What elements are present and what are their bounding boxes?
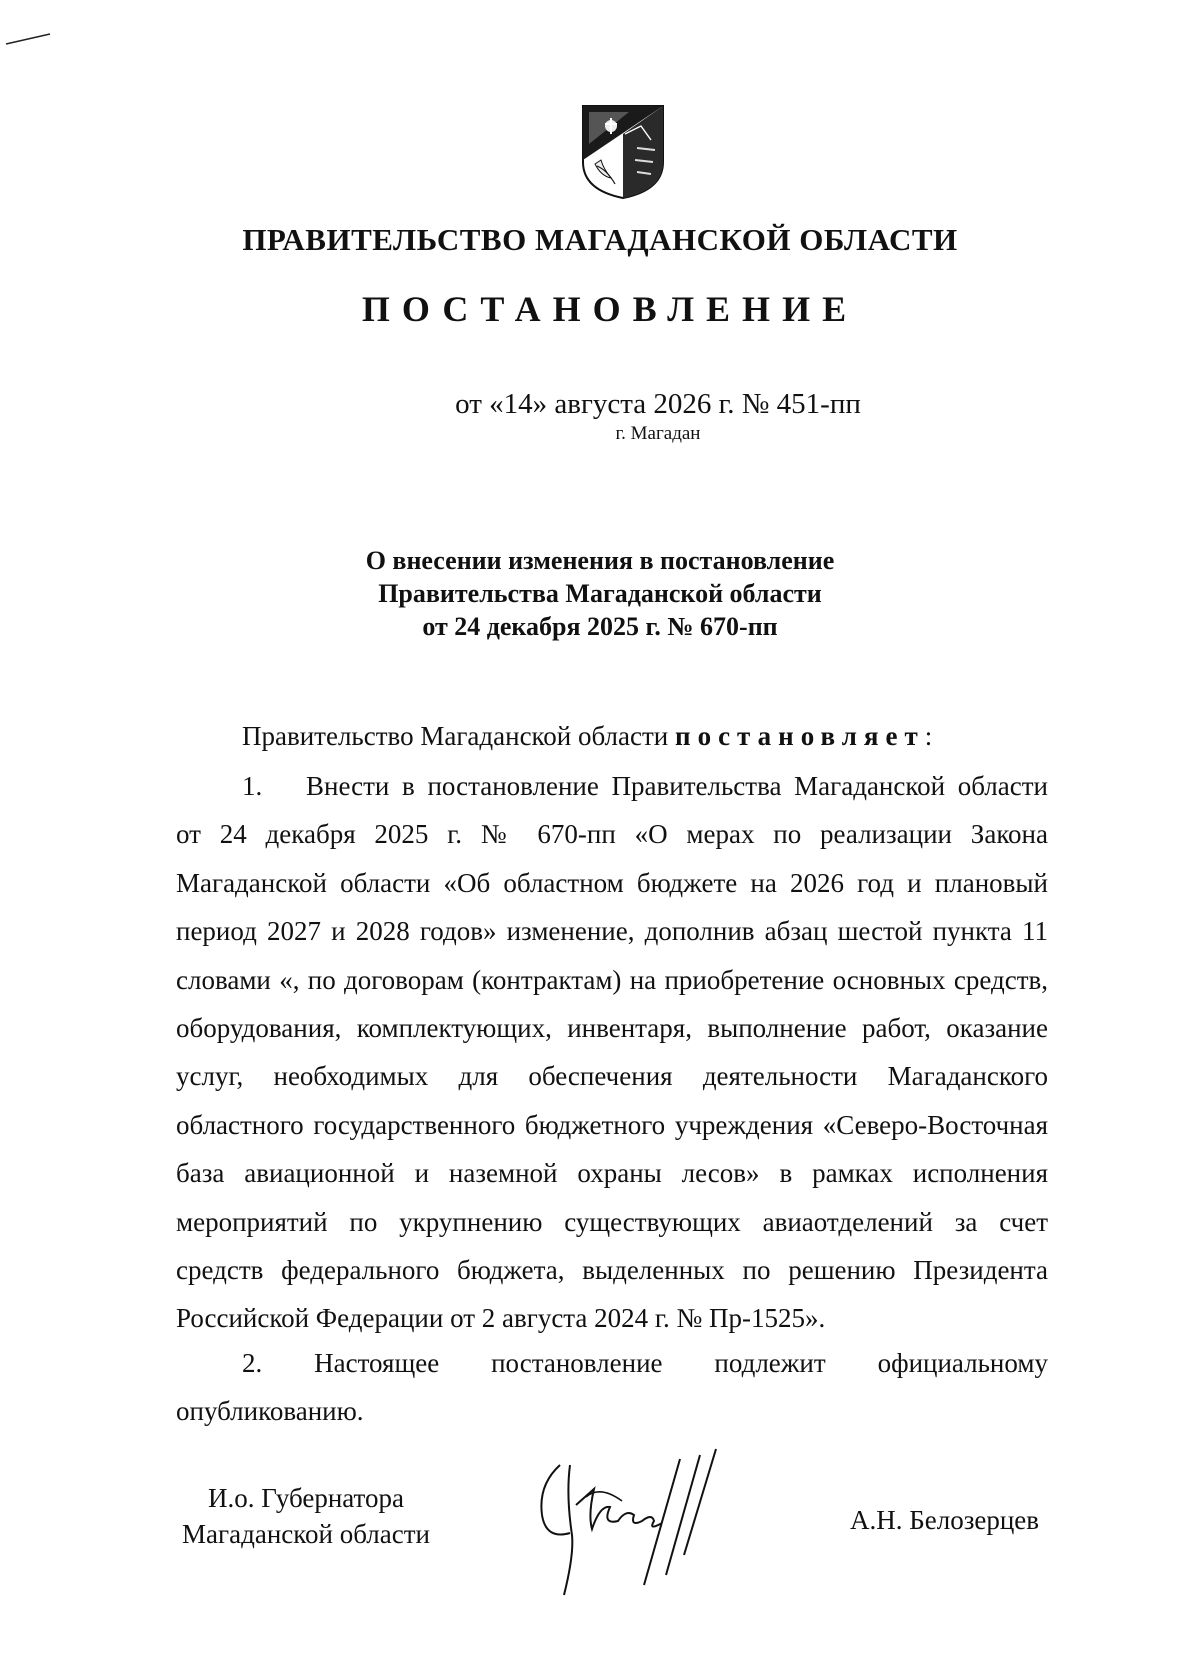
signatory-title-line-2: Магаданской области bbox=[182, 1519, 430, 1549]
item-1-text: Внести в постановление Правительства Магаданской области от 24 декабря 2025 г. № 670-пп «О мерах по реализации Закона Магаданской области «Об областном бюджете на 2026 год и плановый период 2027 и 2028 годов» изменение, дополнив абзац шестой пункта 11 словами «, по договорам (контрактам) на приобретение основных средств, оборудования, комплектующих, инвентаря, выполнение работ, оказание услуг, необходимых для обеспечения деятельности Магаданского областного государственного бюджетного учреждения «Северо-Восточная база авиационной и наземной охраны лесов» в рамках исполнения мероприятий по укрупнению существующих авиаотделений за счет средств федерального бюджета, выделенных по решению Президента Российской Федерации от 2 августа 2024 г. № Пр-1525». bbox=[176, 771, 1048, 1334]
signatory-name: А.Н. Белозерцев bbox=[850, 1505, 1040, 1535]
document-date-number: от «14» августа 2026 г. № 451-пп bbox=[455, 388, 861, 420]
handwritten-signature bbox=[530, 1445, 750, 1600]
item-2-word-4: официальному bbox=[877, 1348, 1048, 1378]
signatory-title bbox=[176, 1480, 436, 1552]
resolution-item-1 bbox=[176, 762, 1048, 1343]
signatory-title-line-1: И.о. Губернатора bbox=[207, 1483, 404, 1513]
item-2-word-2: постановление bbox=[491, 1348, 663, 1378]
preamble-keyword: постановляет bbox=[675, 721, 925, 751]
subject-line-2: Правительства Магаданской области bbox=[378, 579, 822, 608]
government-name: ПРАВИТЕЛЬСТВО МАГАДАНСКОЙ ОБЛАСТИ bbox=[242, 222, 958, 257]
subject-line-1: О внесении изменения в постановление bbox=[365, 546, 835, 575]
item-2-word-3: подлежит bbox=[714, 1348, 826, 1378]
item-2-first-line bbox=[176, 1339, 1048, 1387]
preamble-colon: : bbox=[924, 721, 933, 751]
document-city: г. Магадан bbox=[615, 423, 701, 444]
document-type-title: ПОСТАНОВЛЕНИЕ bbox=[361, 289, 859, 329]
coat-of-arms-icon bbox=[581, 104, 665, 200]
item-2-word-1: Настоящее bbox=[314, 1348, 440, 1378]
item-2-number: 2. bbox=[242, 1348, 263, 1378]
preamble-text: Правительство Магаданской области bbox=[242, 721, 676, 751]
resolution-item-2 bbox=[176, 1339, 1048, 1436]
item-1-number: 1. bbox=[242, 771, 263, 801]
preamble bbox=[176, 712, 1048, 760]
subject-line-3: от 24 декабря 2025 г. № 670-пп bbox=[422, 612, 778, 641]
scan-artifact-line bbox=[4, 30, 54, 50]
document-subject bbox=[0, 544, 1200, 643]
item-2-end: опубликованию. bbox=[176, 1396, 364, 1427]
